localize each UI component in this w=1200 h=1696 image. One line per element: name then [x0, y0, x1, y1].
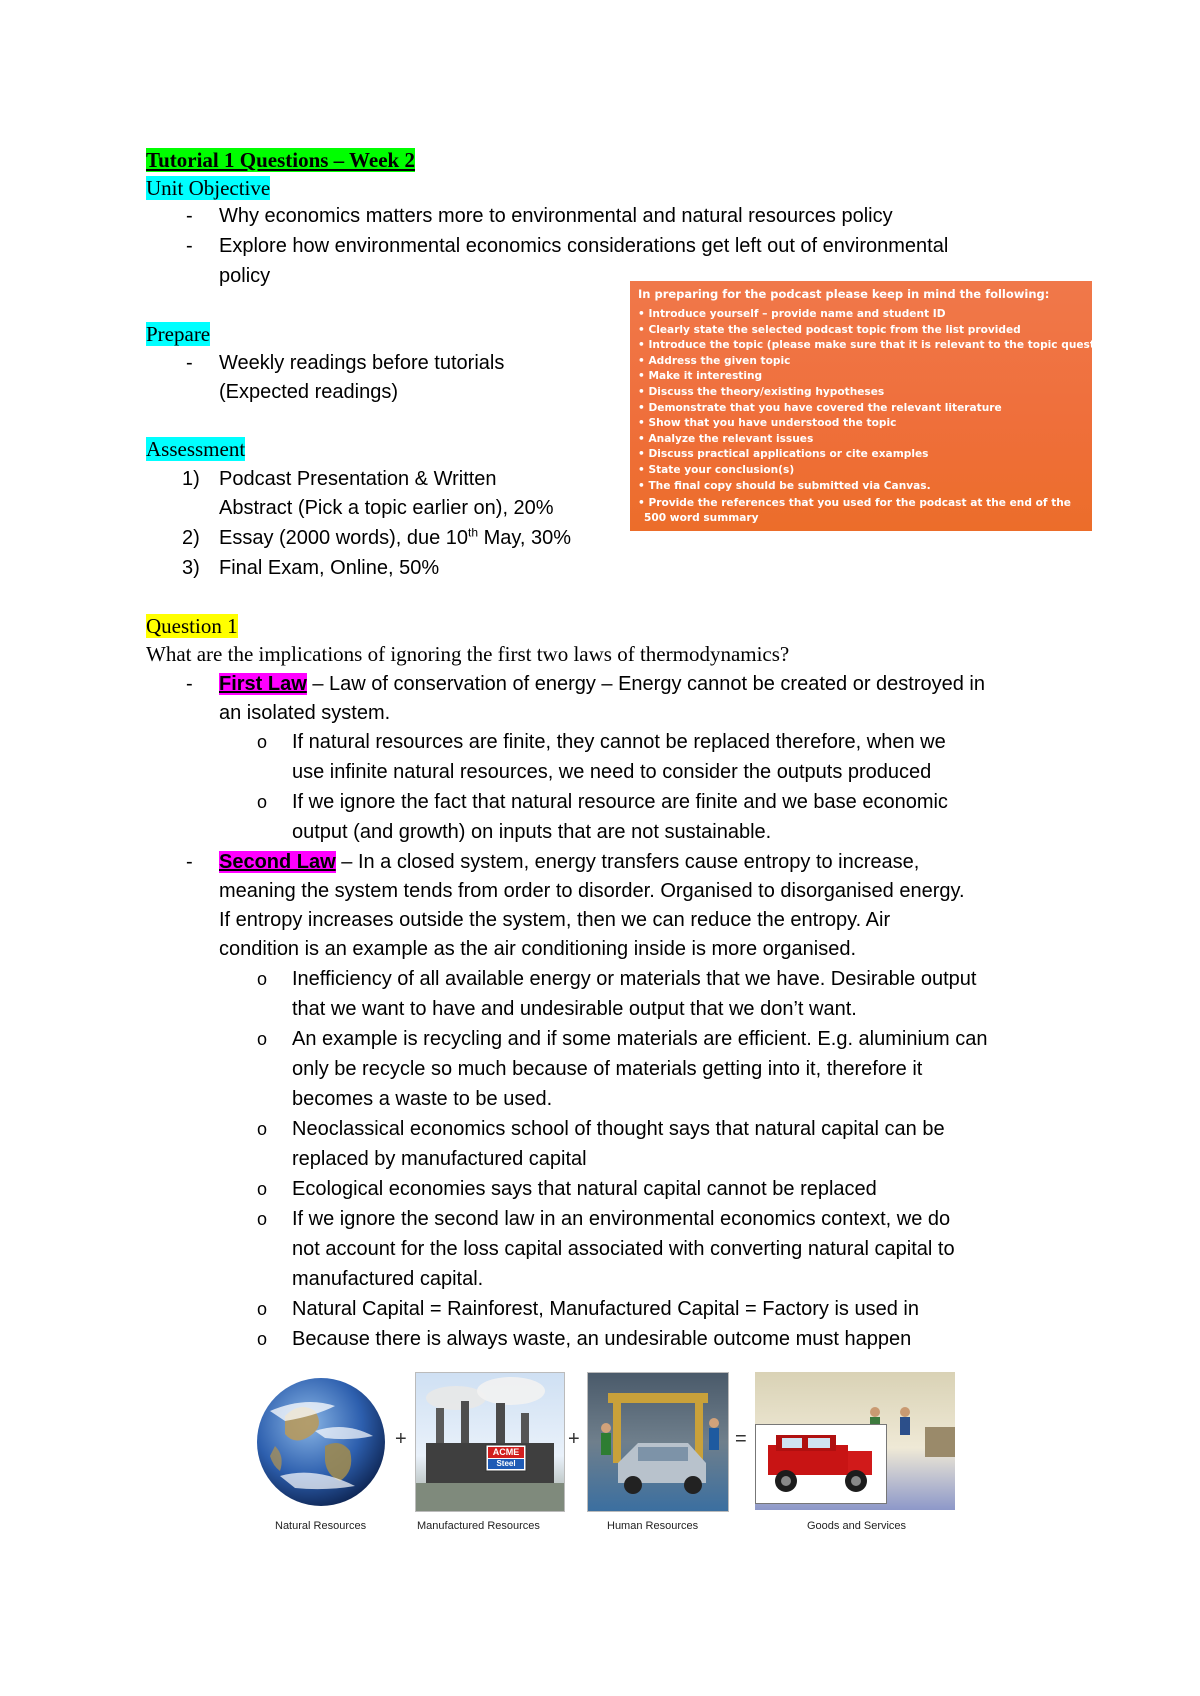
assessment-item: Essay (2000 words), due 10th May, 30% — [219, 525, 572, 549]
plus-operator: + — [568, 1428, 580, 1450]
podcast-box-item-cont: 500 word summary — [644, 511, 759, 524]
first-law-line: First Law – Law of conservation of energy – Energy cannot be created or destroyed in — [219, 673, 985, 695]
first-law-sub: If natural resources are finite, they cannot be replaced therefore, when we — [292, 731, 946, 753]
podcast-instructions-box — [630, 281, 1119, 531]
prepare-heading: Prepare — [146, 322, 211, 346]
podcast-box-item: • Analyze the relevant issues — [638, 432, 814, 445]
dash-marker: - — [186, 205, 193, 227]
dash-marker: - — [186, 673, 193, 695]
plus-operator: + — [395, 1428, 407, 1450]
sub-bullet: o — [257, 792, 268, 812]
second-law-label: Second Law — [219, 851, 336, 873]
objective-item: Explore how environmental economics considerations get left out of environmental — [219, 235, 949, 257]
sub-bullet: o — [257, 1299, 268, 1319]
first-law-line-cont: an isolated system. — [219, 702, 391, 724]
second-law-sub-cont: manufactured capital. — [292, 1268, 484, 1290]
prepare-item: Weekly readings before tutorials — [219, 352, 505, 374]
podcast-box-item: • Address the given topic — [638, 354, 791, 367]
sign-steel: Steel — [496, 1459, 516, 1468]
second-law-sub-cont: only be recycle so much because of materials getting into it, therefore it — [292, 1058, 923, 1080]
caption-human-resources: Human Resources — [607, 1520, 699, 1532]
dash-marker: - — [186, 352, 193, 374]
assessment-heading: Assessment — [146, 437, 246, 461]
assessment-item: Podcast Presentation & Written — [219, 468, 497, 490]
caption-natural-resources: Natural Resources — [275, 1520, 367, 1532]
sub-bullet: o — [257, 1209, 268, 1229]
podcast-box-item: • Show that you have understood the topic — [638, 417, 897, 430]
second-law-sub: Neoclassical economics school of thought says that natural capital can be — [292, 1118, 945, 1140]
podcast-box-item: • State your conclusion(s) — [638, 463, 795, 476]
second-law-sub: Inefficiency of all available energy or materials that we have. Desirable output — [292, 968, 977, 990]
assessment-num: 3) — [182, 557, 200, 579]
question-heading: Question 1 — [146, 614, 238, 638]
dash-marker: - — [186, 235, 193, 257]
second-law-sub-cont: becomes a waste to be used. — [292, 1088, 553, 1110]
assessment-item-cont: Abstract (Pick a topic earlier on), 20% — [219, 497, 554, 519]
sub-bullet: o — [257, 1119, 268, 1139]
podcast-box-item: • Introduce the topic (please make sure that it is relevant to the topic question) — [638, 339, 1119, 352]
dash-marker: - — [186, 851, 193, 873]
caption-goods-services: Goods and Services — [807, 1520, 907, 1532]
equals-operator: = — [735, 1428, 747, 1450]
podcast-box-item: • Introduce yourself – provide name and student ID — [638, 308, 946, 320]
assembly-line-image — [587, 1372, 729, 1512]
second-law-sub: If we ignore the second law in an environmental economics context, we do — [292, 1208, 951, 1230]
second-law-line: Second Law – In a closed system, energy transfers cause entropy to increase, — [219, 851, 920, 873]
assessment-item: Final Exam, Online, 50% — [219, 557, 440, 579]
podcast-box-item: • Make it interesting — [638, 370, 763, 383]
second-law-sub: An example is recycling and if some materials are efficient. E.g. aluminium can — [292, 1028, 988, 1050]
caption-manufactured-resources: Manufactured Resources — [417, 1520, 540, 1532]
sub-bullet: o — [257, 969, 268, 989]
unit-objective-heading: Unit Objective — [146, 176, 271, 200]
second-law-sub: Ecological economies says that natural capital cannot be replaced — [292, 1178, 877, 1200]
resources-figure — [255, 1368, 955, 1538]
podcast-box-heading: In preparing for the podcast please keep in mind the following: — [638, 287, 1050, 301]
sub-bullet: o — [257, 1179, 268, 1199]
objective-item: Why economics matters more to environmental and natural resources policy — [219, 205, 893, 227]
second-law-sub: Because there is always waste, an undesirable outcome must happen — [292, 1328, 912, 1350]
first-law-sub-cont: use infinite natural resources, we need to consider the outputs produced — [292, 761, 932, 783]
sub-bullet: o — [257, 1029, 268, 1049]
red-vehicle-inset — [755, 1424, 887, 1504]
factory-image — [415, 1372, 565, 1512]
earth-image — [255, 1376, 387, 1508]
second-law-line-cont: meaning the system tends from order to disorder. Organised to disorganised energy. — [219, 880, 965, 902]
first-law-sub-cont: output (and growth) on inputs that are not sustainable. — [292, 821, 772, 843]
goods-services-image — [755, 1372, 955, 1510]
first-law-label: First Law — [219, 673, 307, 695]
page-title: Tutorial 1 Questions – Week 2 — [146, 148, 415, 172]
second-law-sub-cont: not account for the loss capital associated with converting natural capital to — [292, 1238, 955, 1260]
second-law-line-cont: If entropy increases outside the system, then we can reduce the entropy. Air — [219, 909, 891, 931]
podcast-box-item: • The final copy should be submitted via Canvas. — [638, 479, 931, 492]
podcast-box-item: • Demonstrate that you have covered the relevant literature — [638, 401, 1002, 414]
second-law-line-cont: condition is an example as the air conditioning inside is more organised. — [219, 938, 857, 960]
assessment-num: 2) — [182, 527, 200, 549]
first-law-sub: If we ignore the fact that natural resource are finite and we base economic — [292, 791, 948, 813]
sign-acme: ACME — [492, 1447, 520, 1457]
objective-item-cont: policy — [219, 265, 271, 287]
second-law-sub-cont: that we want to have and undesirable output that we don’t want. — [292, 998, 857, 1020]
second-law-sub-cont: replaced by manufactured capital — [292, 1148, 587, 1170]
podcast-box-item: • Discuss practical applications or cite examples — [638, 448, 929, 461]
second-law-sub: Natural Capital = Rainforest, Manufactured Capital = Factory is used in — [292, 1298, 919, 1320]
question-prompt: What are the implications of ignoring the first two laws of thermodynamics? — [146, 642, 790, 666]
assessment-num: 1) — [182, 468, 200, 490]
sub-bullet: o — [257, 1329, 268, 1349]
podcast-box-item: • Clearly state the selected podcast topic from the list provided — [638, 323, 1021, 336]
podcast-box-item: • Provide the references that you used for the podcast at the end of the — [638, 497, 1071, 510]
prepare-item-cont: (Expected readings) — [219, 381, 398, 403]
podcast-box-item: • Discuss the theory/existing hypotheses — [638, 385, 885, 398]
sub-bullet: o — [257, 732, 268, 752]
